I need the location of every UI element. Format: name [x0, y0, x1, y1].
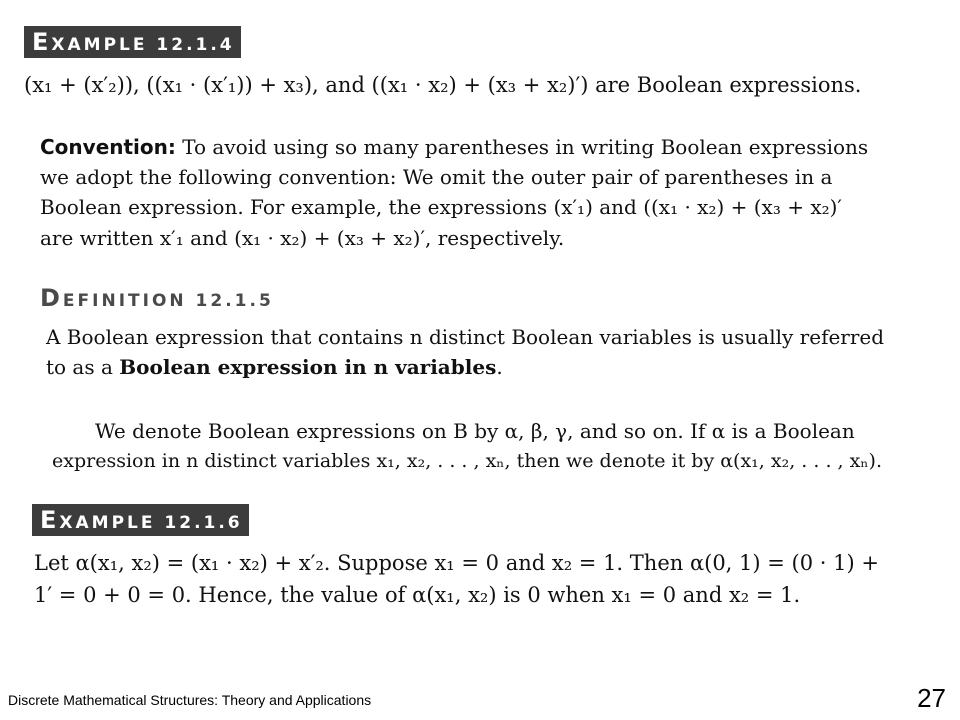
example-label — [32, 504, 249, 536]
definition-label-initial: D — [40, 284, 63, 312]
denote-line-2: expression in n distinct variables x₁, x₂, . . . , xₙ, then we denote it by α(x₁, x₂, . . . , xₙ). — [52, 450, 882, 472]
convention-line-1 — [40, 132, 868, 162]
definition-term: Boolean expression in n variables — [119, 355, 497, 379]
example-1-text: (x₁ + (x′₂)), ((x₁ · (x′₁)) + x₃), and ((x₁ · x₂) + (x₃ + x₂)′) are Boolean expressions. — [24, 73, 862, 97]
convention-line-2: we adopt the following convention: We omit the outer pair of parentheses in a — [40, 165, 833, 189]
example-label-text: XAMPLE 12.1.6 — [59, 513, 243, 533]
example-label-initial: E — [32, 28, 52, 56]
footer-book-title: Discrete Mathematical Structures: Theory and Applications — [8, 692, 372, 708]
denote-line-1: We denote Boolean expressions on B by α, β, γ, and so on. If α is a Boolean — [95, 419, 855, 443]
convention-title: Convention: — [40, 135, 176, 159]
definition-label-text: EFINITION 12.1.5 — [62, 291, 274, 311]
definition-line-2 — [46, 352, 503, 382]
definition-label — [40, 284, 274, 312]
example-label-text: XAMPLE 12.1.4 — [51, 35, 235, 55]
example-label-initial: E — [40, 506, 60, 534]
convention-line-4: are written x′₁ and (x₁ · x₂) + (x₃ + x₂)′, respectively. — [40, 226, 565, 250]
definition-line-2-suffix: . — [496, 355, 503, 379]
convention-line-3: Boolean expression. For example, the expressions (x′₁) and ((x₁ · x₂) + (x₃ + x₂)′ — [40, 195, 842, 219]
example-label — [24, 26, 241, 58]
definition-line-1: A Boolean expression that contains n distinct Boolean variables is usually referred — [46, 325, 885, 349]
example-2-line-1: Let α(x₁, x₂) = (x₁ · x₂) + x′₂. Suppose x₁ = 0 and x₂ = 1. Then α(0, 1) = (0 · 1) + — [34, 551, 879, 575]
definition-line-2-prefix: to as a — [46, 355, 120, 379]
page-number: 27 — [917, 683, 946, 713]
convention-text-1: To avoid using so many parentheses in writing Boolean expressions — [182, 135, 869, 159]
example-2-line-2: 1′ = 0 + 0 = 0. Hence, the value of α(x₁, x₂) is 0 when x₁ = 0 and x₂ = 1. — [34, 583, 801, 607]
